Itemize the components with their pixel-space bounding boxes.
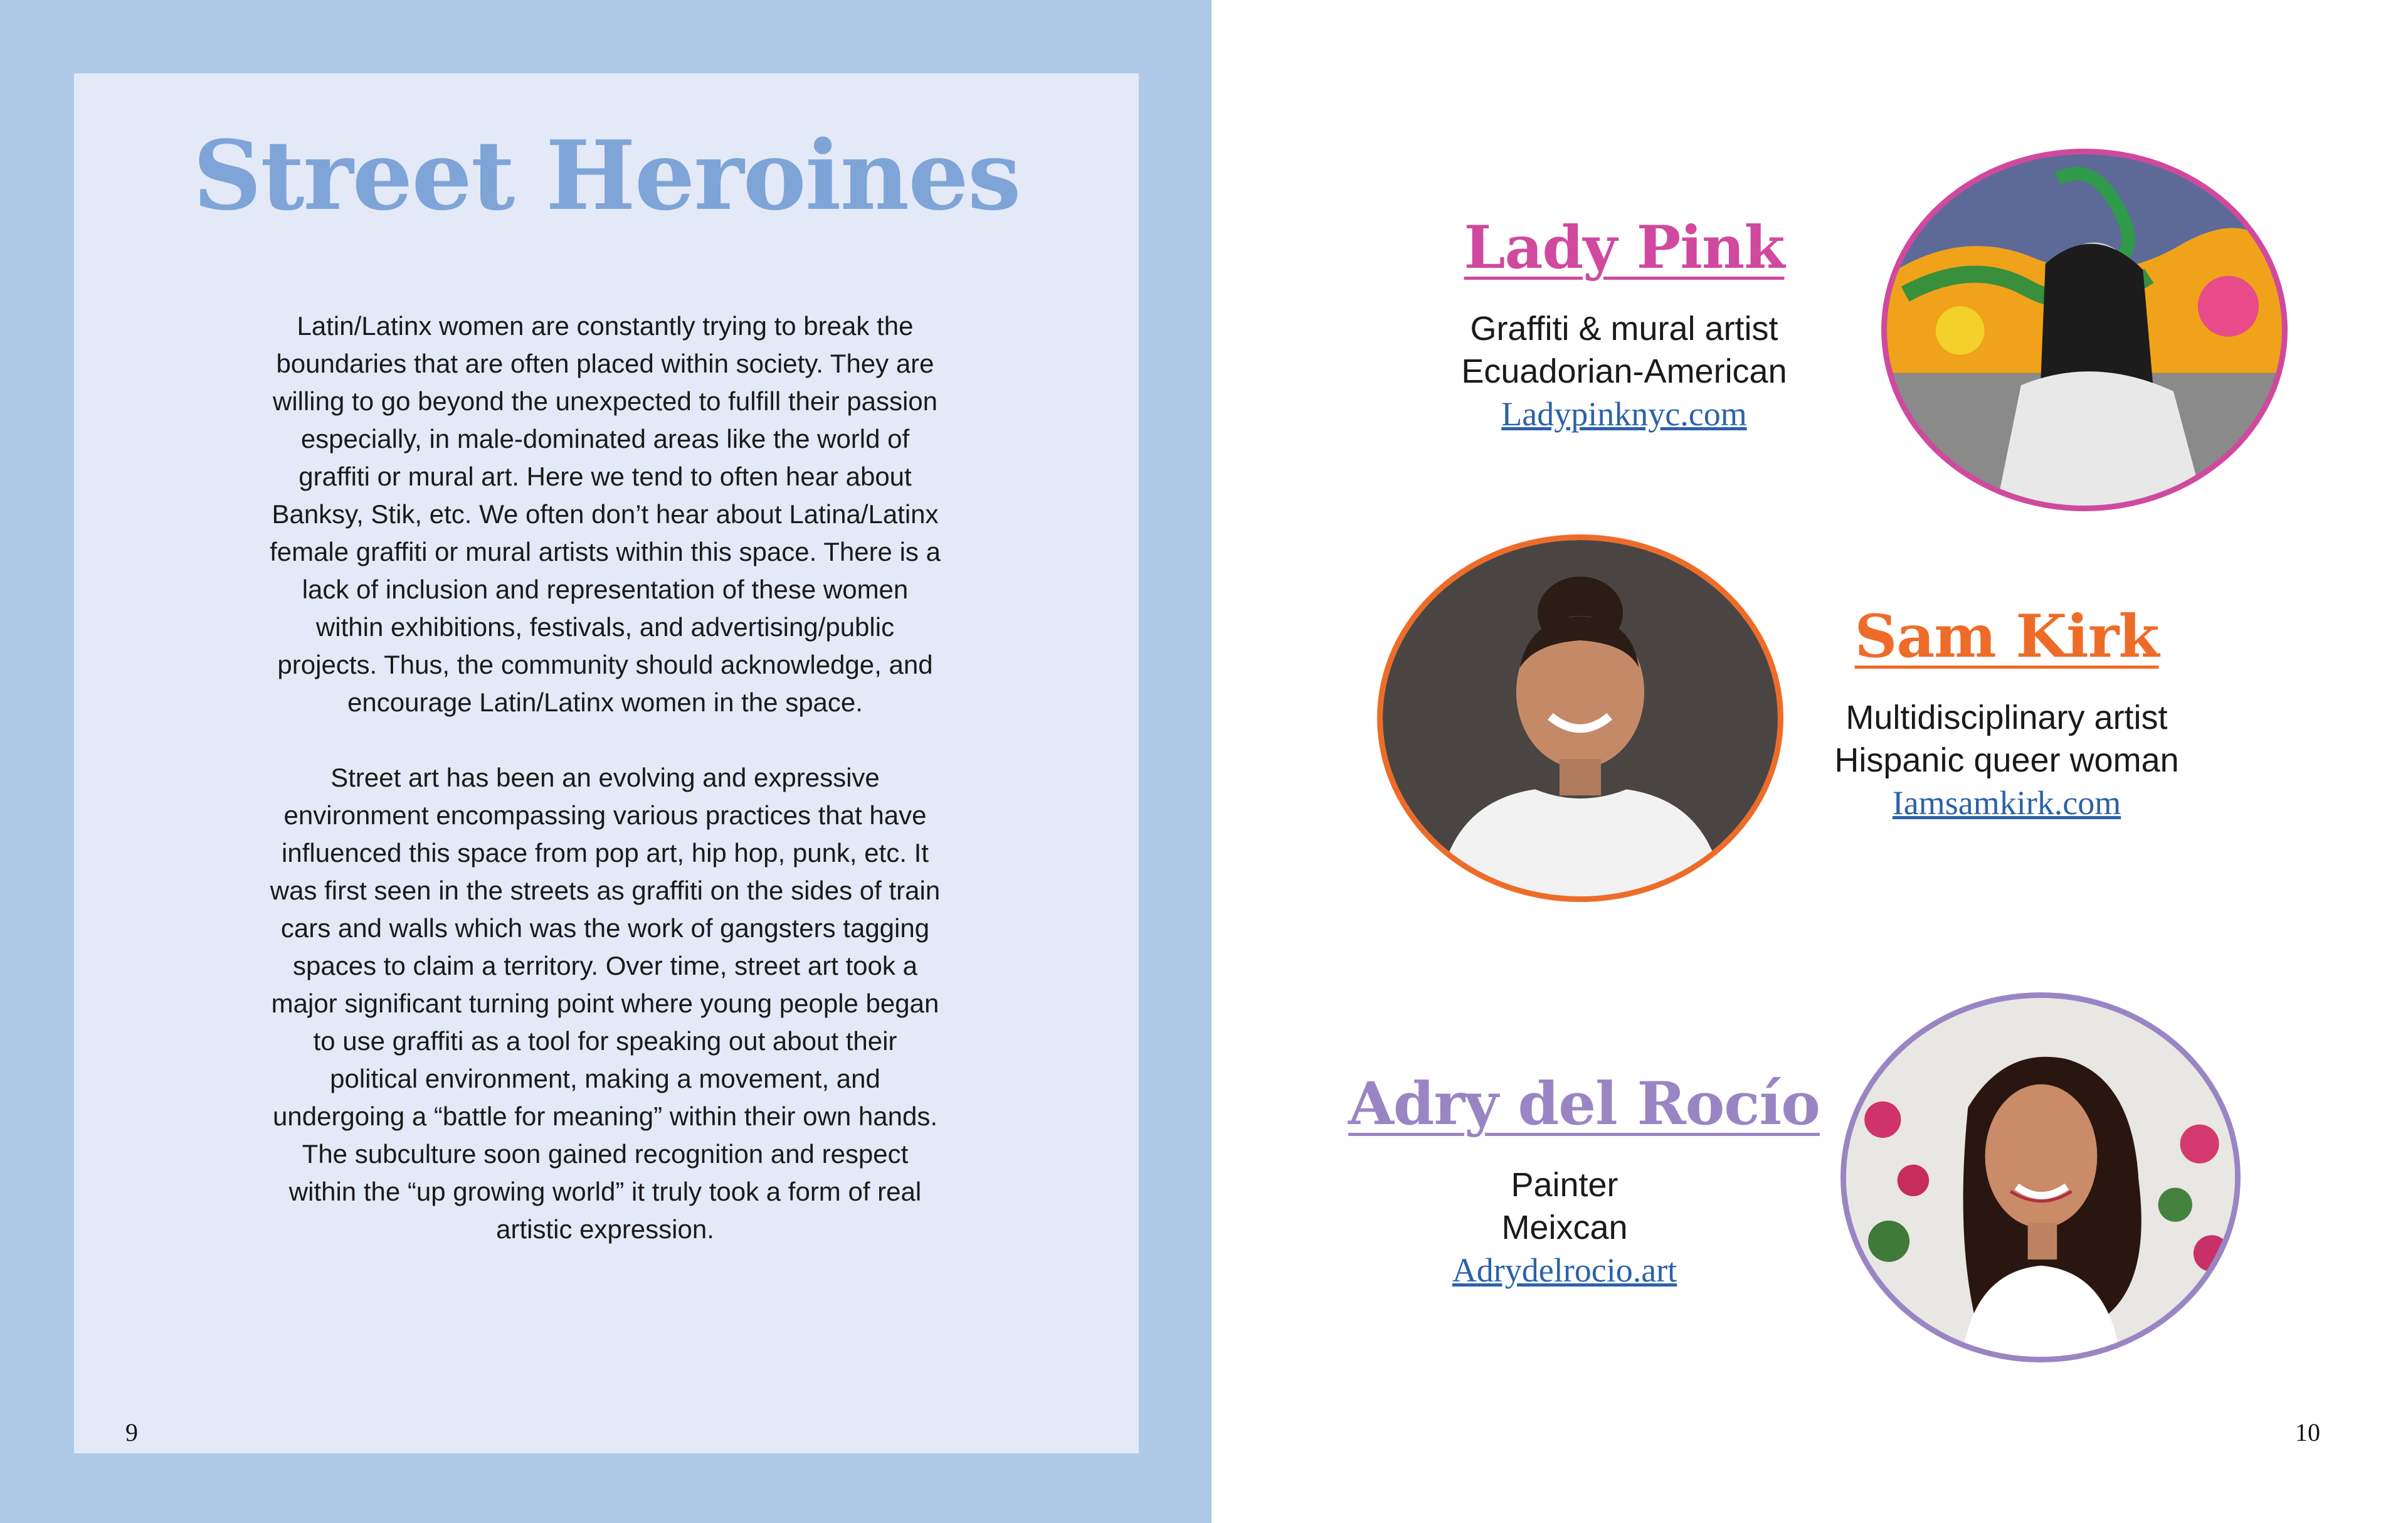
- artist-role-adry-del-rocio: Painter: [1511, 1166, 1619, 1204]
- artist-card-sam-kirk: [1819, 602, 2195, 824]
- page-number-left: 9: [125, 1418, 138, 1446]
- portrait-sam-kirk-image: [1383, 540, 1778, 896]
- artist-name-lady-pink: Lady Pink: [1464, 213, 1785, 282]
- artist-name-sam-kirk: Sam Kirk: [1854, 602, 2159, 671]
- artist-website-lady-pink[interactable]: Ladypinknyc.com: [1501, 395, 1747, 433]
- artist-origin-adry-del-rocio: Meixcan: [1501, 1209, 1628, 1246]
- artist-role-lady-pink: Graffiti & mural artist: [1470, 310, 1778, 348]
- portrait-adry-del-rocio-image: [1846, 998, 2235, 1357]
- artist-origin-lady-pink: Ecuadorian-American: [1461, 353, 1787, 390]
- artist-origin-sam-kirk: Hispanic queer woman: [1834, 741, 2179, 779]
- artist-role-sam-kirk: Multidisciplinary artist: [1846, 699, 2168, 736]
- artist-website-adry-del-rocio[interactable]: Adrydelrocio.art: [1452, 1251, 1677, 1289]
- portrait-sam-kirk: [1377, 534, 1783, 902]
- page-number-right: 10: [2295, 1418, 2320, 1446]
- article-paragraph-2: Street art has been an evolving and expressive environment encompassing various practices that have influenced this space from pop art, hip hop, punk, etc. It was first seen in the streets as graffiti on the sides of train cars and walls which was the work of gangsters tagging spaces to claim a territory. Over time, street art took a major significant turning point where young people began to use graffiti as a tool for speaking out about their political environment, making a movement, and undergoing a “battle for meaning” within their own hands. The subculture soon gained recognition and respect within the “up growing world” it truly took a form of real artistic expression.: [270, 763, 941, 1244]
- article-body: [270, 307, 941, 1248]
- artist-card-adry-del-rocio: [1348, 1069, 1820, 1292]
- portrait-adry-del-rocio: [1840, 992, 2241, 1362]
- portrait-lady-pink: [1881, 149, 2288, 511]
- page-title: Street Heroines: [193, 119, 1020, 231]
- article-paragraph-1: Latin/Latinx women are constantly trying to break the boundaries that are often placed within society. They are willing to go beyond the unexpected to fulfill their passion especially, in male-dominated areas like the world of graffiti or mural art. Here we tend to often hear about Banksy, Stik, etc. We often don’t hear about Latina/Latinx female graffiti or mural artists within this space. There is a lack of inclusion and representation of these women within exhibitions, festivals, and advertising/public projects. Thus, the community should acknowledge, and encourage Latin/Latinx women in the space.: [270, 311, 941, 717]
- artist-website-sam-kirk[interactable]: Iamsamkirk.com: [1892, 784, 2121, 822]
- portrait-lady-pink-image: [1887, 154, 2282, 506]
- artist-card-lady-pink: [1442, 213, 1806, 435]
- artist-name-adry-del-rocio: Adry del Rocío: [1348, 1069, 1820, 1138]
